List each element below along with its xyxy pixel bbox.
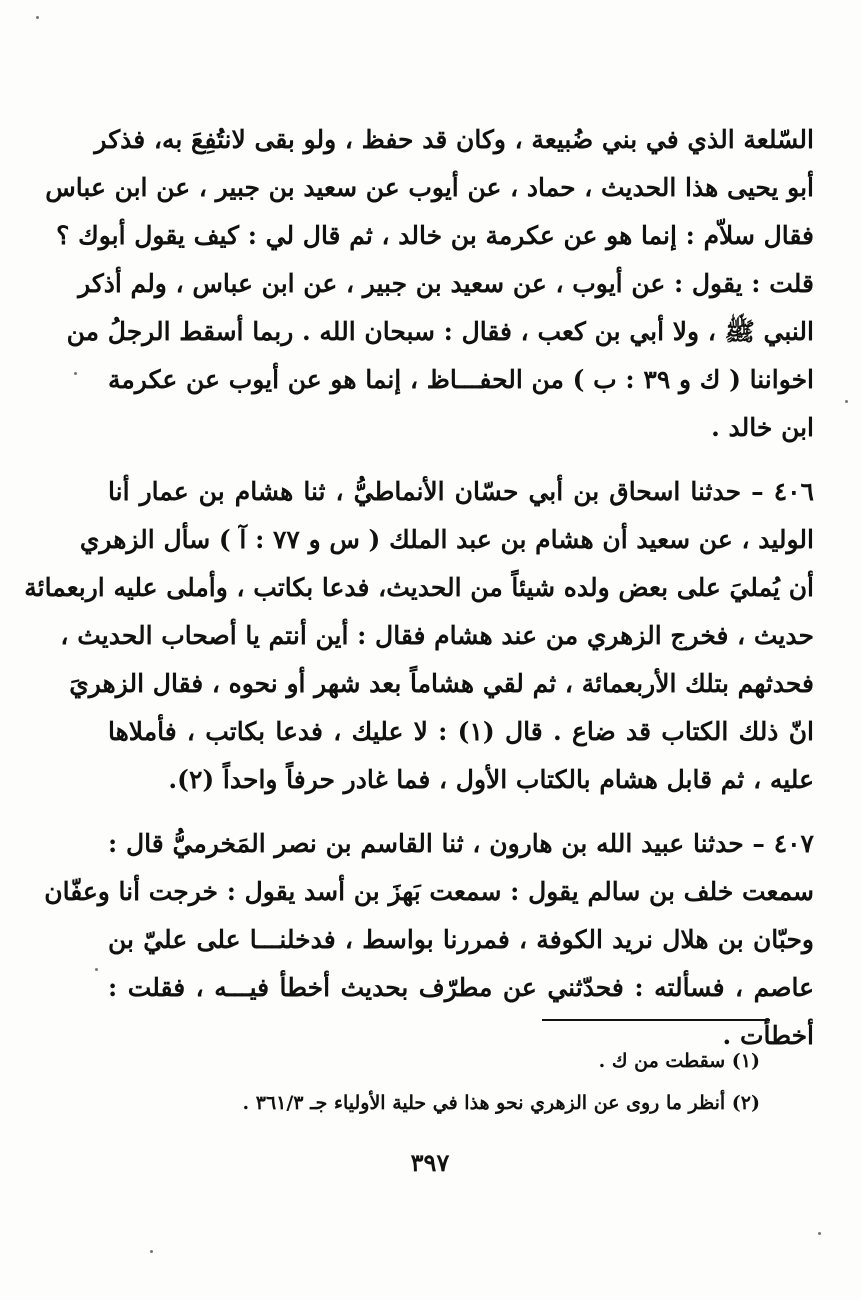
page-number: ٣٩٧: [410, 1148, 450, 1177]
text-line: عاصم ، فسألته : فحدّثني عن مطرّف بحديث أخطأ فيـــه ، فقلت :: [108, 973, 814, 1002]
footnote-divider: [542, 1019, 770, 1021]
text-line: انّ ذلك الكتاب قد ضاع . قال (١) : لا عليك ، فدعا بكاتب ، فأملاها: [108, 717, 815, 746]
paragraph-407: [44, 820, 814, 1060]
scan-speck: [74, 372, 77, 375]
text-line: حديث ، فخرج الزهري من عند هشام فقال : أين أنتم يا أصحاب الحديث ،: [60, 621, 814, 650]
paragraph-1: [45, 116, 815, 452]
scan-speck: [150, 1250, 153, 1253]
footnote-2: (٢) أنظر ما روى عن الزهري نحو هذا في حلية الأولياء جـ ٣٦١/٣ .: [242, 1092, 760, 1114]
text-line: ابن خالد .: [711, 413, 814, 442]
text-line: السّلعة الذي في بني ضُبيعة ، وكان قد حفظ ، ولو بقى لانتُفِعَ به، فذكر: [94, 125, 814, 154]
text-line: وحبّان بن هلال نريد الكوفة ، فمررنا بواسط ، فدخلنـــا على عليّ بن: [108, 925, 814, 954]
text-line: اخواننا ( ك و ٣٩ : ب ) من الحفـــاظ ، إنما هو عن أيوب عن عكرمة: [108, 365, 815, 394]
footnote-1: (١) سقطت من ك .: [598, 1050, 760, 1072]
text-line: سمعت خلف بن سالم يقول : سمعت بَهزَ بن أسد يقول : خرجت أنا وعفّان: [44, 877, 814, 906]
text-line: فقال سلاّم : إنما هو عن عكرمة بن خالد ، ثم قال لي : كيف يقول أبوك ؟: [56, 221, 814, 250]
text-line: فحدثهم بتلك الأربعمائة ، ثم لقي هشاماً بعد شهر أو نحوه ، فقال الزهريَ: [69, 669, 814, 698]
main-text: [24, 116, 815, 1076]
text-line: أبو يحيى هذا الحديث ، حماد ، عن أيوب عن سعيد بن جبير ، عن ابن عباس: [45, 173, 814, 202]
scan-speck: [95, 968, 98, 971]
text-line: النبي ﷺ ، ولا أبي بن كعب ، فقال : سبحان الله . ربما أسقط الرجلُ من: [66, 317, 814, 346]
scan-speck: [845, 400, 848, 403]
scan-speck: [36, 16, 39, 19]
paragraph-406: [24, 468, 815, 804]
text-line: الوليد ، عن سعيد أن هشام بن عبد الملك ( س و ٧٧ : آ ) سأل الزهري: [79, 525, 814, 554]
text-line: عليه ، ثم قابل هشام بالكتاب الأول ، فما غادر حرفاً واحداً (٢).: [168, 765, 814, 794]
text-line: أن يُمليَ على بعض ولده شيئاً من الحديث، فدعا بكاتب ، وأملى عليه اربعمائة: [24, 573, 814, 602]
footnotes: [200, 1040, 760, 1124]
scan-speck: [818, 1232, 821, 1235]
text-line: أخطأت .: [722, 1021, 814, 1050]
text-line: قلت : يقول : عن أيوب ، عن سعيد بن جبير ، عن ابن عباس ، ولم أذكر: [78, 269, 814, 298]
text-line: ٤٠٧ – حدثنا عبيد الله بن هارون ، ثنا القاسم بن نصر المَخرميُّ قال :: [108, 829, 814, 858]
text-line: ٤٠٦ – حدثنا اسحاق بن أبي حسّان الأنماطيُّ ، ثنا هشام بن عمار أنا: [108, 477, 814, 506]
